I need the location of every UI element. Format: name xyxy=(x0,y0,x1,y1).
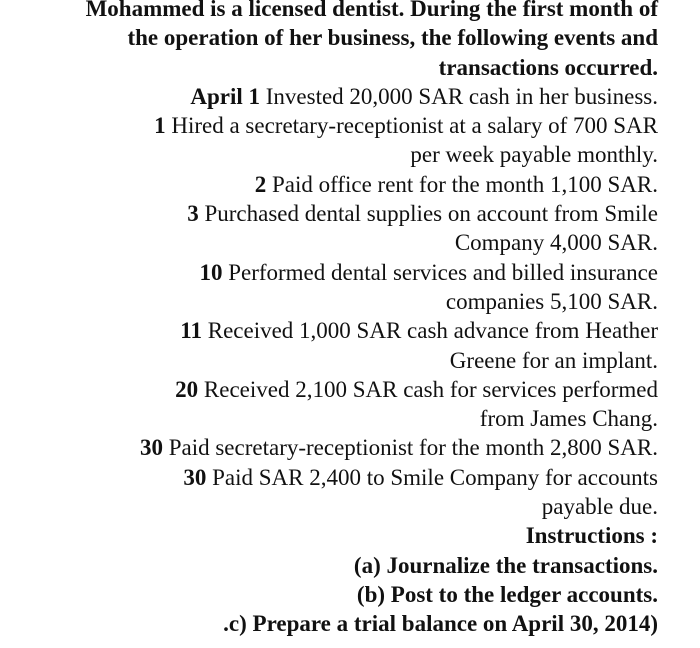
transaction-line xyxy=(0,82,658,111)
transaction-line xyxy=(0,170,658,199)
transaction-continuation: from James Chang. xyxy=(479,406,658,432)
intro-line: the operation of her business, the following events and xyxy=(127,25,658,51)
intro-line: transactions occurred. xyxy=(438,54,658,80)
transaction-continuation: Greene for an implant. xyxy=(449,347,658,373)
transaction-date: 10 xyxy=(199,259,223,285)
instruction-item: (b) Post to the ledger accounts. xyxy=(356,581,658,607)
transaction-date: April 1 xyxy=(190,83,260,109)
transaction-date: 11 xyxy=(180,318,202,344)
transaction-text: Hired a secretary-receptionist at a salary of 700 SAR xyxy=(165,113,658,139)
instruction-item: (a) Journalize the transactions. xyxy=(353,552,658,578)
transaction-date: 3 xyxy=(187,201,199,227)
transaction-date: 30 xyxy=(183,464,207,490)
transaction-date: 20 xyxy=(175,376,199,402)
transaction-continuation: payable due. xyxy=(541,494,658,520)
transaction-text: Invested 20,000 SAR cash in her business. xyxy=(260,83,658,109)
instructions-heading: Instructions : xyxy=(525,523,658,549)
transaction-continuation: per week payable monthly. xyxy=(410,142,658,168)
transaction-text: Purchased dental supplies on account from Smile xyxy=(198,201,658,227)
transaction-line xyxy=(0,258,658,287)
transaction-line xyxy=(0,199,658,228)
transaction-text: Received 1,000 SAR cash advance from Heather xyxy=(201,318,658,344)
transaction-text: Paid secretary-receptionist for the month 2,800 SAR. xyxy=(162,435,658,461)
transaction-date: 2 xyxy=(254,171,267,197)
instruction-item: .c) Prepare a trial balance on April 30, 2014) xyxy=(223,611,658,637)
transaction-text: Paid office rent for the month 1,100 SAR. xyxy=(266,171,658,197)
transaction-date: 1 xyxy=(154,113,166,139)
transaction-line xyxy=(0,433,658,462)
intro-line: Mohammed is a licensed dentist. During the first month of xyxy=(85,0,658,21)
transaction-line xyxy=(0,111,658,140)
transaction-line xyxy=(0,463,658,492)
transaction-text: Paid SAR 2,400 to Smile Company for accounts xyxy=(206,464,658,490)
transaction-text: Received 2,100 SAR cash for services performed xyxy=(198,376,658,402)
transaction-text: Performed dental services and billed insurance xyxy=(222,259,658,285)
transaction-date: 30 xyxy=(139,435,163,461)
transaction-line xyxy=(0,316,658,345)
transaction-continuation: companies 5,100 SAR. xyxy=(445,288,658,314)
transaction-continuation: Company 4,000 SAR. xyxy=(454,230,658,256)
transaction-line xyxy=(0,375,658,404)
